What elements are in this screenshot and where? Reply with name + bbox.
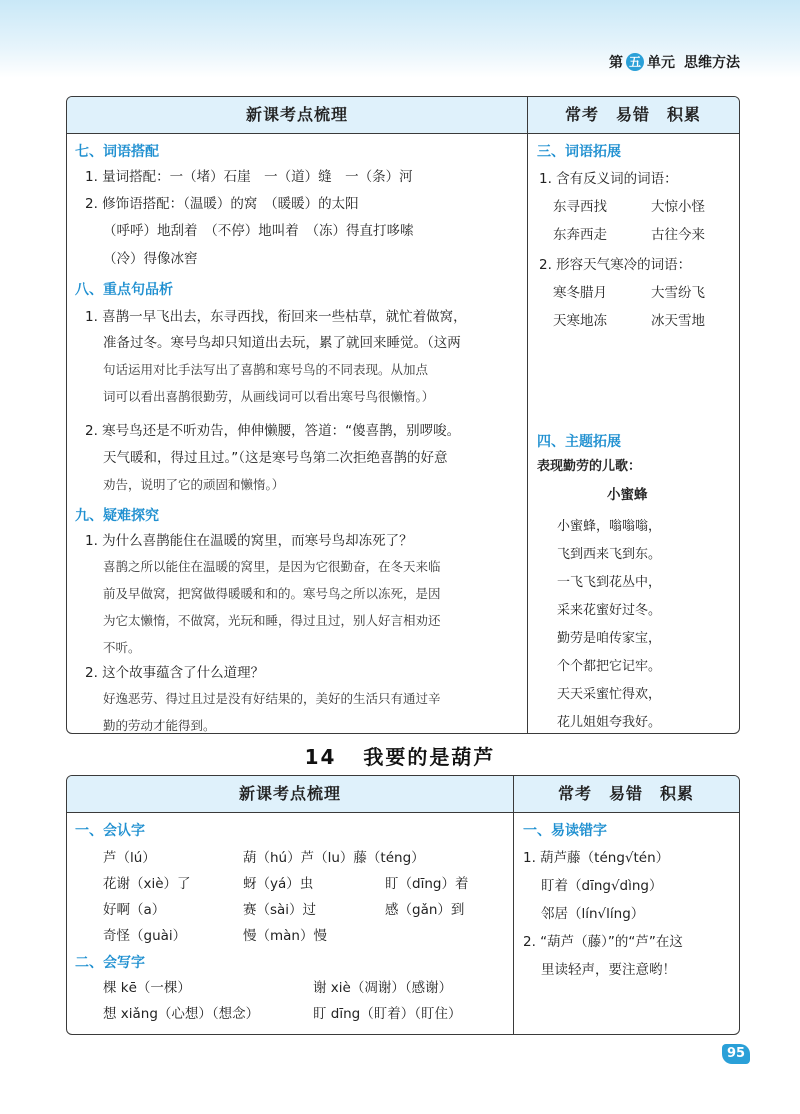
box2-right-header: 常考 易错 积累	[513, 776, 739, 813]
char-item: 想 xiǎng（心想）（想念）	[103, 1006, 260, 1022]
lesson-title	[0, 741, 800, 770]
unit-number-badge: 五	[626, 53, 644, 71]
box2-column-divider	[513, 776, 514, 1034]
note-line: 喜鹊之所以能住在温暖的窝里，是因为它很勤奋，在冬天来临	[103, 559, 441, 574]
section-heading: 一、易读错字	[523, 823, 607, 839]
char-item: 感（gǎn）到	[385, 902, 465, 918]
note-line: 勤的劳动才能得到。	[103, 718, 216, 733]
char-item: 花谢（xiè）了	[103, 876, 191, 892]
text-line: 2. 寒号鸟还是不听劝告，伸伸懒腰，答道：“傻喜鹊，别啰唆。	[85, 423, 461, 439]
char-item: 葫（hú）芦（lu）藤（téng）	[243, 850, 425, 866]
text-line: 2. 修饰语搭配：（温暖）的窝 （暖暖）的太阳	[85, 196, 359, 212]
note-line: 好逸恶劳、得过且过是没有好结果的，美好的生活只有通过辛	[103, 691, 441, 706]
note-line: 句话运用对比手法写出了喜鹊和寒号鸟的不同表现。从加点	[103, 362, 429, 377]
text-line: 1. 含有反义词的词语：	[539, 171, 678, 187]
section-heading: 三、词语拓展	[537, 144, 621, 160]
note-line: 劝告，说明了它的顽固和懒惰。）	[103, 477, 285, 492]
lesson14-review-box	[66, 775, 740, 1035]
char-item: 棵 kē（一棵）	[103, 980, 191, 996]
char-item: 谢 xiè（凋谢）（感谢）	[313, 980, 453, 996]
section-heading: 一、会认字	[75, 823, 145, 839]
lesson-number: 14	[304, 745, 337, 769]
box1-left-header: 新课考点梳理	[67, 97, 527, 134]
text-line: 2. 形容天气寒冷的词语：	[539, 257, 692, 273]
char-item: 盯 dīng（盯着）（盯住）	[313, 1006, 462, 1022]
unit-prefix: 第	[609, 55, 623, 71]
text-line: 表现勤劳的儿歌：	[537, 459, 642, 474]
word: 东寻西找	[553, 199, 607, 215]
word: 冰天雪地	[651, 313, 705, 329]
poem-line: 个个都把它记牢。	[557, 659, 662, 674]
poem-line: 天天采蜜忙得欢，	[557, 687, 662, 702]
note-line: 前及早做窝，把窝做得暖暖和和的。寒号鸟之所以冻死，是因	[103, 586, 441, 601]
char-item: 慢（màn）慢	[243, 928, 327, 944]
text-line: 2. “葫芦（藤）”的“芦”在这	[523, 934, 683, 950]
char-item: 赛（sài）过	[243, 902, 317, 918]
box2-left-header: 新课考点梳理	[67, 776, 513, 813]
word: 东奔西走	[553, 227, 607, 243]
section-heading: 四、主题拓展	[537, 434, 621, 450]
unit-label	[609, 52, 740, 72]
char-item: 蚜（yá）虫	[243, 876, 314, 892]
unit-suffix: 单元	[647, 55, 675, 71]
poem-line: 小蜜蜂，嗡嗡嗡，	[557, 519, 662, 534]
text-line: （呼呼）地刮着 （不停）地叫着 （冻）得直打哆嗦	[103, 223, 414, 239]
poem-line: 采来花蜜好过冬。	[557, 603, 662, 618]
text-line: 邻居（lín√líng）	[541, 906, 645, 922]
char-item: 盯（dīng）着	[385, 876, 469, 892]
text-line: 1. 喜鹊一早飞出去，东寻西找，衔回来一些枯草，就忙着做窝，	[85, 309, 467, 325]
poem-line: 一飞飞到花丛中，	[557, 575, 662, 590]
char-item: 奇怪（guài）	[103, 928, 187, 944]
text-line: 1. 葫芦藤（téng√tén）	[523, 850, 670, 866]
word: 寒冬腊月	[553, 285, 607, 301]
lesson13-review-box	[66, 96, 740, 734]
word: 天寒地冻	[553, 313, 607, 329]
box1-right-header: 常考 易错 积累	[527, 97, 739, 134]
word: 古往今来	[651, 227, 705, 243]
text-line: 准备过冬。寒号鸟却只知道出去玩，累了就回来睡觉。（这两	[103, 335, 461, 351]
section-heading: 七、词语搭配	[75, 144, 159, 160]
page-number: 95	[722, 1044, 750, 1064]
poem-line: 勤劳是咱传家宝，	[557, 631, 662, 646]
section-heading: 二、会写字	[75, 955, 145, 971]
poem-line: 花儿姐姐夸我好。	[557, 715, 662, 730]
word: 大雪纷飞	[651, 285, 705, 301]
text-line: 里读轻声，要注意哟！	[541, 962, 676, 978]
char-item: 芦（lú）	[103, 850, 156, 866]
note-line: 不听。	[103, 640, 141, 655]
note-line: 为它太懒惰，不做窝，光玩和睡，得过且过，别人好言相劝还	[103, 613, 441, 628]
text-line: 1. 量词搭配：一（堵）石崖 一（道）缝 一（条）河	[85, 169, 413, 185]
box1-column-divider	[527, 97, 528, 733]
poem-title: 小蜜蜂	[607, 487, 648, 503]
poem-line: 飞到西来飞到东。	[557, 547, 662, 562]
char-item: 好啊（a）	[103, 902, 166, 918]
section-heading: 八、重点句品析	[75, 282, 173, 298]
text-line: 天气暖和，得过且过。”（这是寒号鸟第二次拒绝喜鹊的好意	[103, 450, 448, 466]
note-line: 词可以看出喜鹊很勤劳，从画线词可以看出寒号鸟很懒惰。）	[103, 389, 435, 404]
text-line: 1. 为什么喜鹊能住在温暖的窝里，而寒号鸟却冻死了？	[85, 533, 413, 549]
text-line: 2. 这个故事蕴含了什么道理？	[85, 665, 265, 681]
word: 大惊小怪	[651, 199, 705, 215]
text-line: （冷）得像冰窖	[103, 251, 198, 267]
lesson-name: 我要的是葫芦	[363, 745, 496, 769]
section-heading: 九、疑难探究	[75, 508, 159, 524]
unit-topic: 思维方法	[684, 55, 740, 71]
text-line: 盯着（dīng√dìng）	[541, 878, 663, 894]
